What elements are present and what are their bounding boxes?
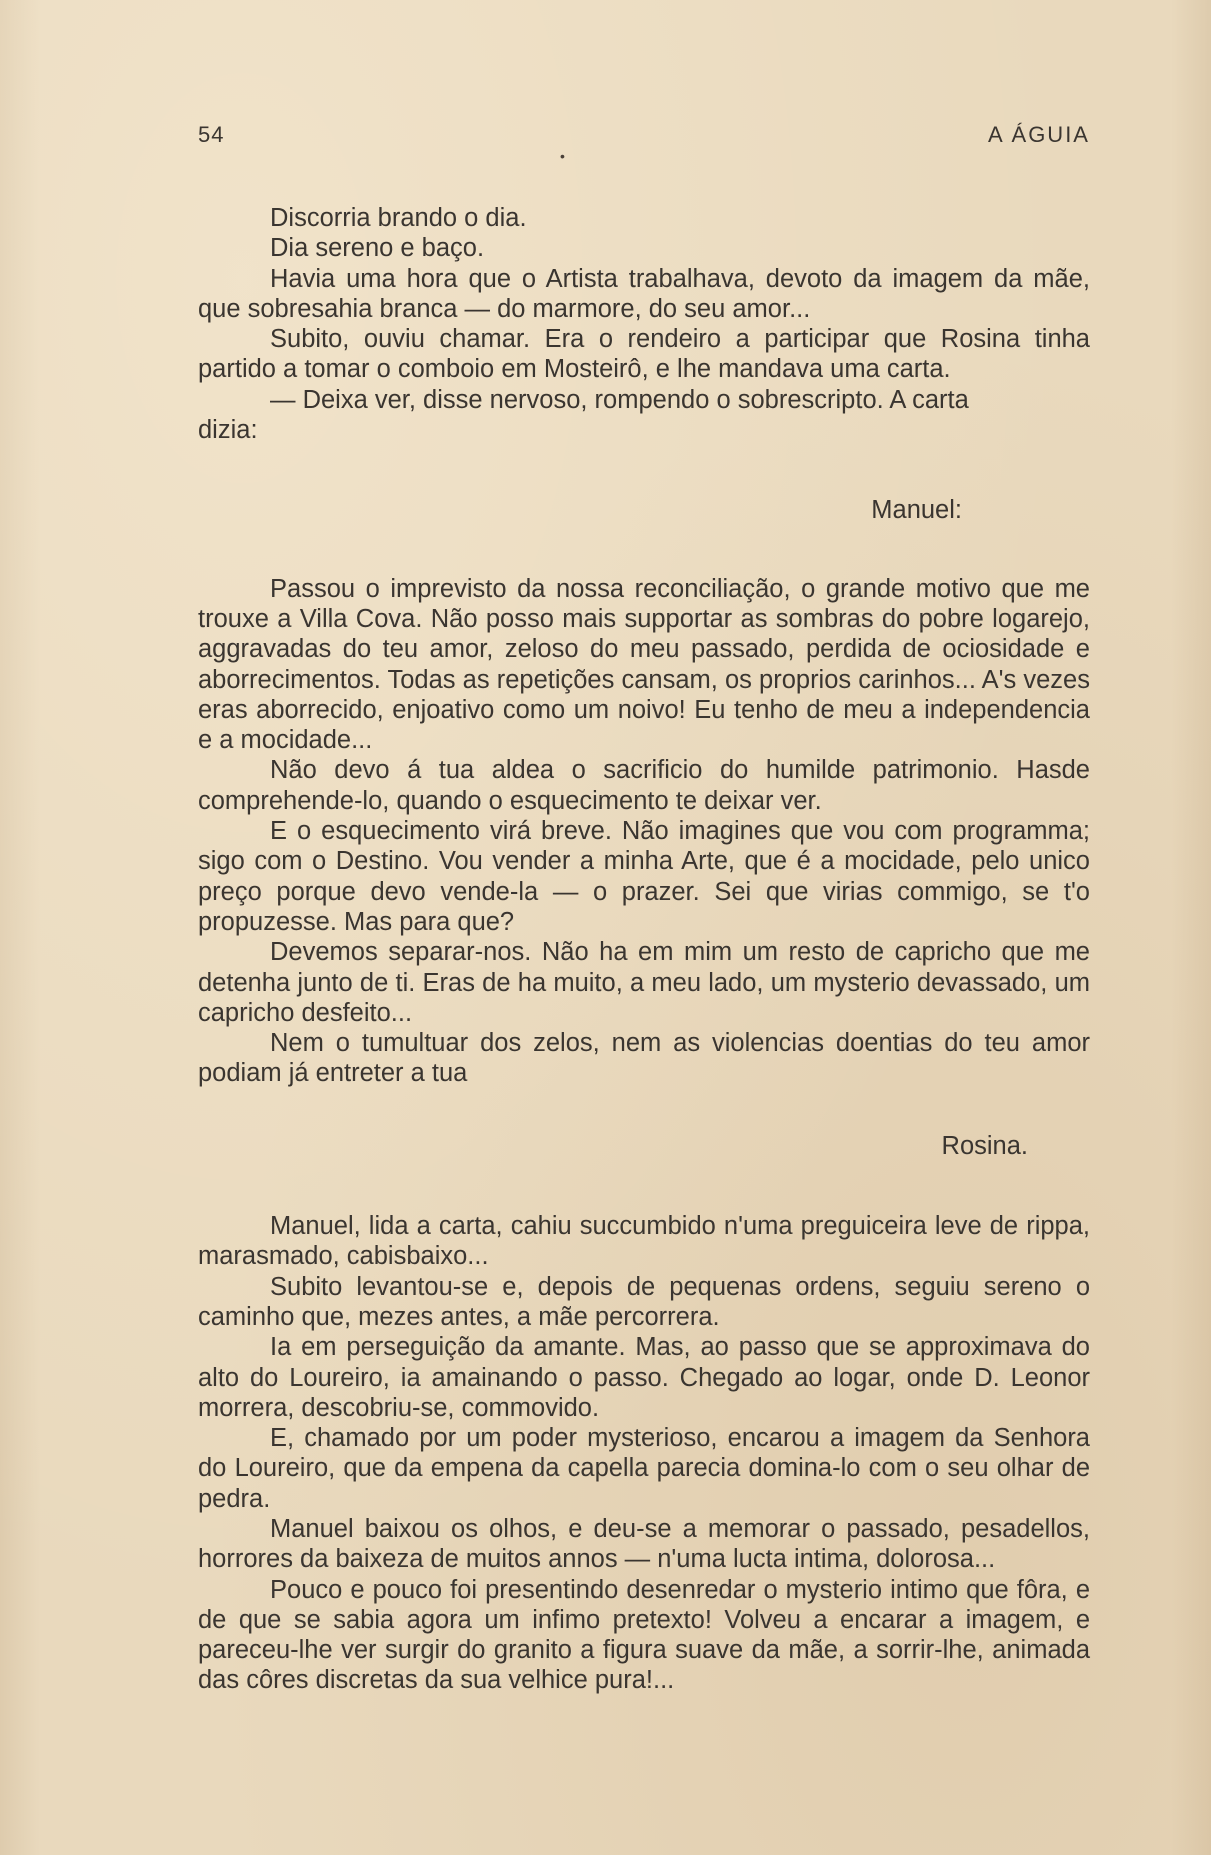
paragraph: E, chamado por um poder mysterioso, encarou a imagem da Senhora do Loureiro, que da empena da capella parecia domina-lo com o seu olhar de pedra.: [198, 1424, 1090, 1513]
paragraph: Dia sereno e baço.: [270, 234, 485, 263]
paragraph: Manuel baixou os olhos, e deu-se a memorar o passado, pesadellos, horrores da baixeza de muitos annos — n'uma lucta intima, dolorosa...: [198, 1514, 1090, 1574]
page-number: 54: [198, 122, 225, 147]
page-header: [198, 122, 1090, 152]
running-title: A ÁGUIA: [987, 122, 1090, 147]
letter-paragraph: Nem o tumultuar dos zelos, nem as violencias doentias do teu amor podiam já entreter a tua: [198, 1029, 1090, 1088]
paragraph: Manuel, lida a carta, cahiu succumbido n'uma preguiceira leve de rippa, marasmado, cabisbaixo...: [198, 1212, 1090, 1271]
header-ornament: •: [560, 148, 565, 164]
paragraph: Discorria brando o dia.: [270, 204, 527, 232]
body-text: [198, 203, 1090, 1696]
paragraph: dizia:: [198, 416, 258, 445]
letter-paragraph: Passou o imprevisto da nossa reconciliação, o grande motivo que me trouxe a Villa Cova. Não posso mais supportar as sombras do pobre logarejo, aggravadas do teu amor, zeloso do meu passado, perdida de ociosidade e aborrecimentos. Todas as repetições cansam, os proprios carinhos... A's vezes eras aborrecido, enjoativo como um noivo! Eu tenho de meu a independencia e a mocidade...: [198, 574, 1090, 755]
paragraph: Havia uma hora que o Artista trabalhava, devoto da imagem da mãe, que sobresahia branca — do marmore, do seu amor...: [198, 264, 1090, 323]
paragraph: Pouco e pouco foi presentindo desenredar o mysterio intimo que fôra, e de que se sabia agora um infimo pretexto! Volveu a encarar a imagem, e pareceu-lhe ver surgir do granito a figura suave da mãe, a sorrir-lhe, animada das côres discretas da sua velhice pura!...: [198, 1575, 1090, 1695]
letter-signature: Rosina.: [941, 1131, 1028, 1160]
paragraph: Subito, ouviu chamar. Era o rendeiro a participar que Rosina tinha partido a tomar o comboio em Mosteirô, e lhe mandava uma carta.: [198, 325, 1090, 384]
letter-paragraph: Devemos separar-nos. Não ha em mim um resto de capricho que me detenha junto de ti. Eras de ha muito, a meu lado, um mysterio devassado, um capricho desfeito...: [198, 938, 1090, 1027]
paragraph: Subito levantou-se e, depois de pequenas ordens, seguiu sereno o caminho que, mezes antes, a mãe percorrera.: [198, 1272, 1090, 1331]
paragraph: Ia em perseguição da amante. Mas, ao passo que se approximava do alto do Loureiro, ia amainando o passo. Chegado ao logar, onde D. Leonor morrera, descobriu-se, commovido.: [198, 1333, 1090, 1422]
letter-salutation: Manuel:: [871, 496, 962, 525]
paragraph: — Deixa ver, disse nervoso, rompendo o sobrescripto. A carta: [270, 385, 969, 414]
letter-paragraph: E o esquecimento virá breve. Não imagines que vou com programma; sigo com o Destino. Vou vender a minha Arte, que é a mocidade, pelo unico preço porque devo vende-la — o prazer. Sei que virias commigo, se t'o propuzesse. Mas para que?: [198, 817, 1090, 936]
letter-paragraph: Não devo á tua aldea o sacrificio do humilde patrimonio. Hasde comprehende-lo, quando o esquecimento te deixar ver.: [198, 756, 1090, 815]
